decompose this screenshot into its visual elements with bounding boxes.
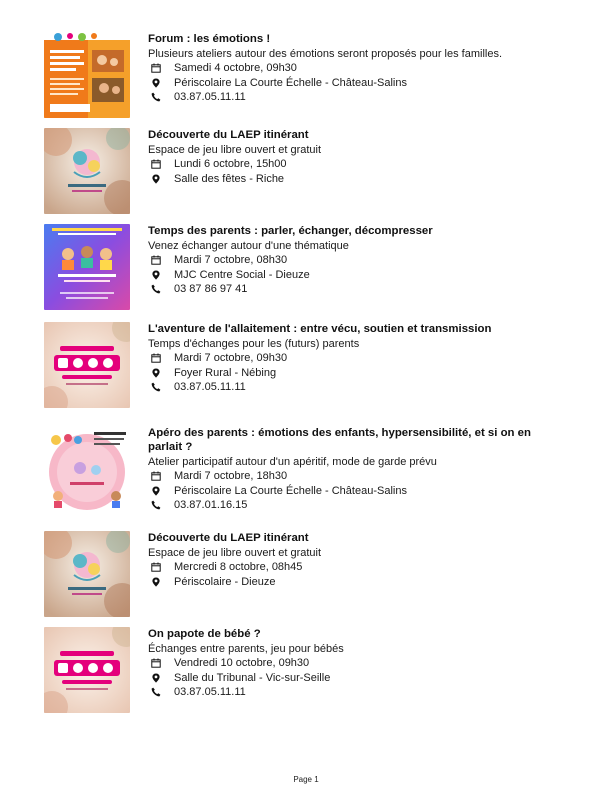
- map-pin-icon: [151, 270, 161, 280]
- event-title: On papote de bébé ?: [148, 628, 261, 640]
- event-phone-row: [148, 498, 568, 513]
- event-description: Venez échanger autour d'une thématique: [148, 240, 349, 252]
- event-location-row: [148, 172, 568, 187]
- event-location-row: [148, 76, 568, 91]
- phone-icon: [151, 284, 161, 294]
- phone-icon: [151, 382, 161, 392]
- event-thumbnail: [44, 224, 130, 310]
- event-description: Échanges entre parents, jeu pour bébés: [148, 643, 344, 655]
- event-phone[interactable]: 03 87 86 97 41: [174, 283, 248, 296]
- event-date-row: [148, 469, 568, 484]
- event-date-row: [148, 253, 568, 268]
- event-date: Samedi 4 octobre, 09h30: [174, 62, 297, 74]
- event-thumbnail: [44, 128, 130, 214]
- event-date: Mardi 7 octobre, 08h30: [174, 254, 288, 266]
- event-details: [148, 224, 568, 297]
- event-phone[interactable]: 03.87.05.11.11: [174, 686, 246, 699]
- calendar-icon: [151, 353, 161, 363]
- event-phone-row: [148, 90, 568, 105]
- event-description: Temps d'échanges pour les (futurs) parents: [148, 338, 360, 350]
- event-date: Mardi 7 octobre, 18h30: [174, 470, 288, 482]
- event-date: Lundi 6 octobre, 15h00: [174, 158, 287, 170]
- event-phone-row: [148, 380, 568, 395]
- event-details: [148, 426, 568, 513]
- event-thumbnail: [44, 322, 130, 408]
- event-location: Salle des fêtes - Riche: [174, 172, 285, 185]
- event-title: Temps des parents : parler, échanger, décompresser: [148, 225, 433, 237]
- event-date-row: [148, 157, 568, 172]
- map-pin-icon: [151, 174, 161, 184]
- phone-icon: [151, 687, 161, 697]
- calendar-icon: [151, 63, 161, 73]
- event-phone-row: [148, 282, 568, 297]
- event-description: Plusieurs ateliers autour des émotions seront proposés pour les familles.: [148, 48, 503, 60]
- event-phone[interactable]: 03.87.01.16.15: [174, 499, 248, 512]
- event-details: [148, 322, 568, 395]
- event-title: Apéro des parents : émotions des enfants, hypersensibilité, et si on en parlait ?: [148, 427, 531, 453]
- calendar-icon: [151, 159, 161, 169]
- map-pin-icon: [151, 577, 161, 587]
- event-details: [148, 531, 568, 589]
- event-date: Mardi 7 octobre, 09h30: [174, 352, 288, 364]
- calendar-icon: [151, 471, 161, 481]
- map-pin-icon: [151, 368, 161, 378]
- event-thumbnail: [44, 627, 130, 713]
- event-location-row: [148, 671, 568, 686]
- phone-icon: [151, 500, 161, 510]
- event-description: Atelier participatif autour d'un apéritif, mode de garde prévu: [148, 456, 437, 468]
- map-pin-icon: [151, 486, 161, 496]
- event-thumbnail: [44, 531, 130, 617]
- event-details: [148, 32, 568, 105]
- calendar-icon: [151, 658, 161, 668]
- event-date-row: [148, 351, 568, 366]
- event-phone[interactable]: 03.87.05.11.11: [174, 381, 246, 394]
- event-description: Espace de jeu libre ouvert et gratuit: [148, 144, 322, 156]
- event-location-row: [148, 575, 568, 590]
- event-location-row: [148, 484, 568, 499]
- event-title: L'aventure de l'allaitement : entre vécu, soutien et transmission: [148, 323, 492, 335]
- calendar-icon: [151, 255, 161, 265]
- event-location: MJC Centre Social - Dieuze: [174, 268, 310, 281]
- event-description: Espace de jeu libre ouvert et gratuit: [148, 547, 322, 559]
- event-location: Salle du Tribunal - Vic-sur-Seille: [174, 671, 331, 684]
- event-title: Découverte du LAEP itinérant: [148, 532, 309, 544]
- event-details: [148, 128, 568, 186]
- event-location: Périscolaire La Courte Échelle - Château-Salins: [174, 484, 407, 497]
- event-details: [148, 627, 568, 700]
- event-date: Mercredi 8 octobre, 08h45: [174, 561, 303, 573]
- event-location: Périscolaire La Courte Échelle - Château-Salins: [174, 76, 407, 89]
- event-date-row: [148, 656, 568, 671]
- event-thumbnail: [44, 32, 130, 118]
- event-title: Forum : les émotions !: [148, 33, 271, 45]
- page-number: Page 1: [293, 775, 319, 784]
- event-location: Foyer Rural - Nébing: [174, 366, 277, 379]
- event-location-row: [148, 366, 568, 381]
- phone-icon: [151, 92, 161, 102]
- event-date: Vendredi 10 octobre, 09h30: [174, 657, 310, 669]
- event-date-row: [148, 61, 568, 76]
- map-pin-icon: [151, 673, 161, 683]
- event-title: Découverte du LAEP itinérant: [148, 129, 309, 141]
- map-pin-icon: [151, 78, 161, 88]
- event-phone-row: [148, 685, 568, 700]
- event-date-row: [148, 560, 568, 575]
- event-location-row: [148, 268, 568, 283]
- event-location: Périscolaire - Dieuze: [174, 575, 276, 588]
- event-thumbnail: [44, 426, 130, 512]
- event-phone[interactable]: 03.87.05.11.11: [174, 91, 246, 104]
- calendar-icon: [151, 562, 161, 572]
